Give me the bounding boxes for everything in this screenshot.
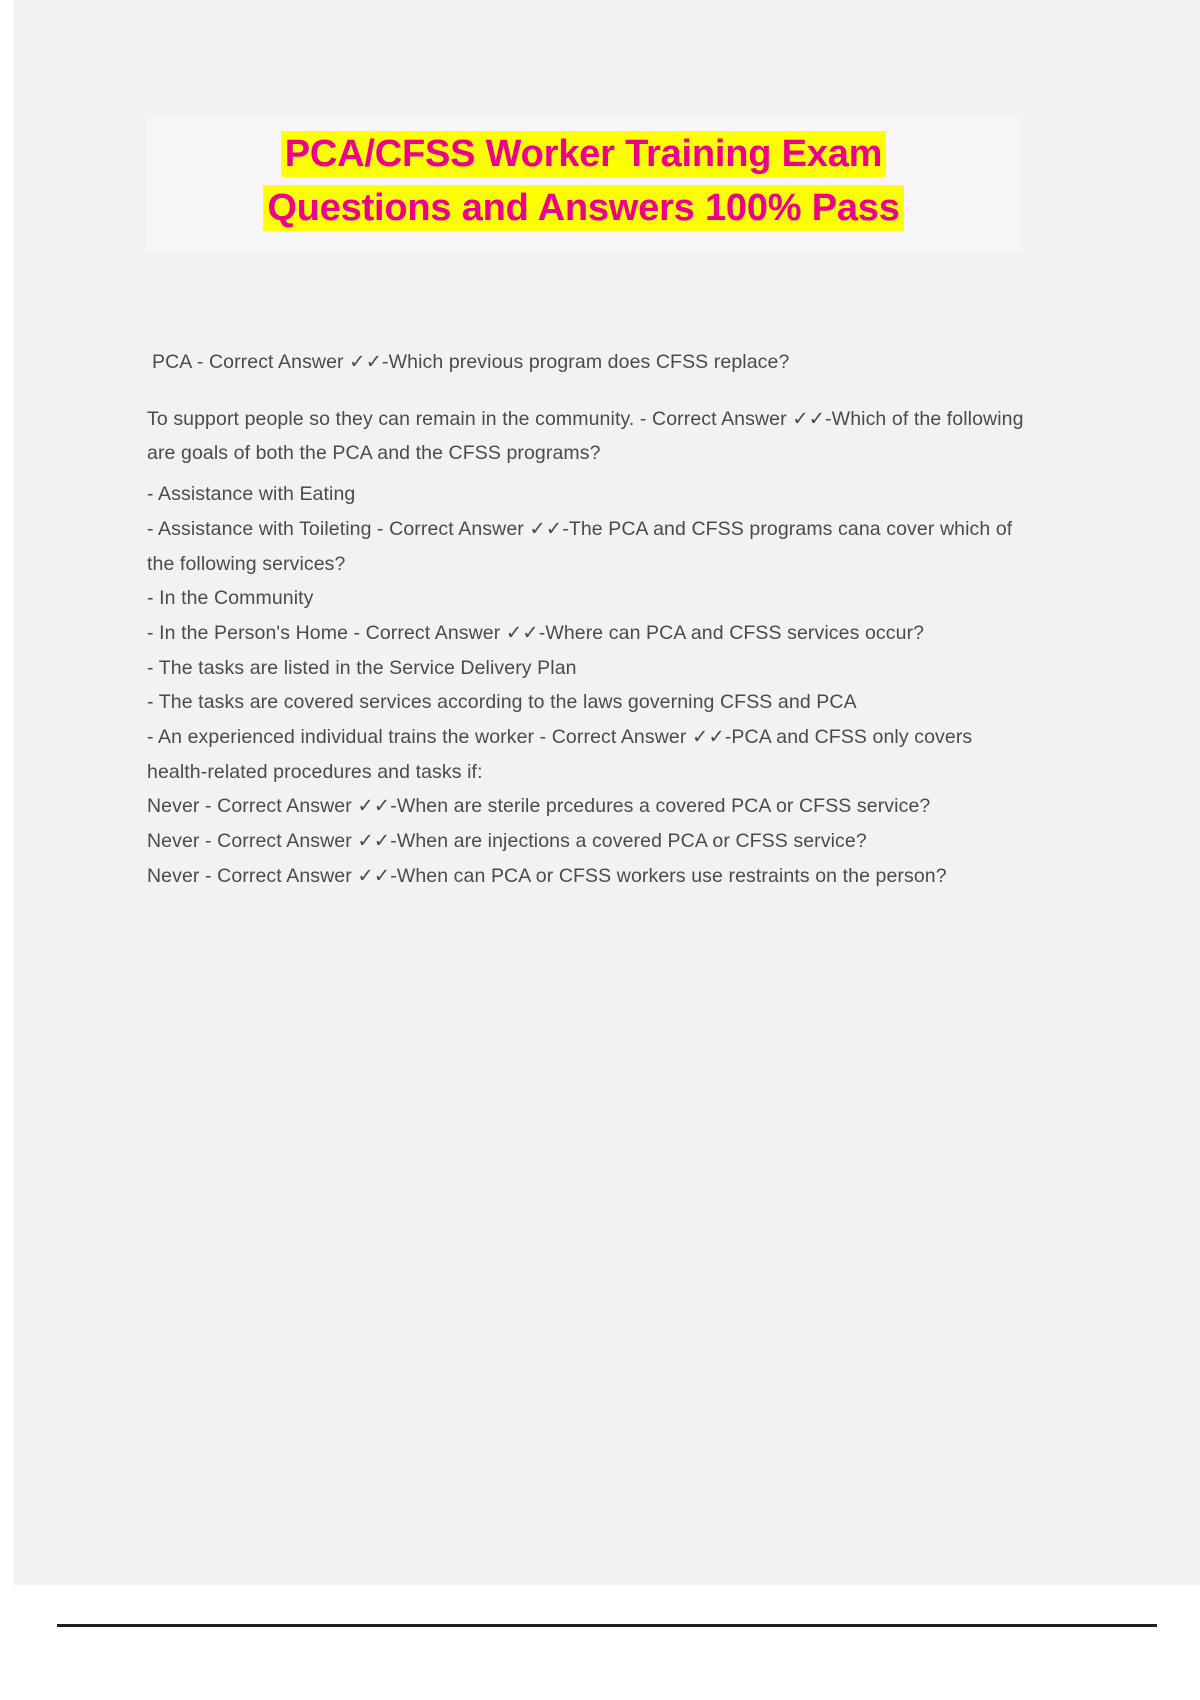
paragraph: Never - Correct Answer ✓✓-When can PCA or CFSS workers use restraints on the person? <box>147 864 947 887</box>
document-body <box>147 345 1027 894</box>
paragraph: PCA - Correct Answer ✓✓-Which previous program does CFSS replace? <box>152 351 790 373</box>
page-sheet <box>14 0 1200 1585</box>
footer-divider <box>57 1624 1157 1627</box>
title-line-1 <box>146 128 1021 182</box>
document-title <box>146 118 1021 252</box>
paragraph: Never - Correct Answer ✓✓-When are injections a covered PCA or CFSS service? <box>147 830 867 853</box>
paragraph: - Assistance with Toileting - Correct Answer ✓✓-The PCA and CFSS programs cana cover which of the following services? <box>147 517 1013 575</box>
paragraph: To support people so they can remain in the community. - Correct Answer ✓✓-Which of the following are goals of both the PCA and the CFSS programs? <box>147 407 1024 465</box>
title-line-1-text: PCA/CFSS Worker Training Exam <box>281 131 886 177</box>
paragraph: - Assistance with Eating <box>147 483 356 506</box>
paragraph: - The tasks are listed in the Service Delivery Plan <box>147 656 577 679</box>
paragraph: - The tasks are covered services according to the laws governing CFSS and PCA <box>147 691 857 714</box>
paragraph: - In the Community <box>147 587 314 610</box>
paragraph: - In the Person's Home - Correct Answer ✓✓-Where can PCA and CFSS services occur? <box>147 621 925 644</box>
paragraph: Never - Correct Answer ✓✓-When are sterile prcedures a covered PCA or CFSS service? <box>147 795 931 818</box>
title-line-2 <box>146 182 1021 236</box>
page-bottom-margin <box>0 1585 1200 1700</box>
paragraph: - An experienced individual trains the worker - Correct Answer ✓✓-PCA and CFSS only covers health-related procedures and tasks if: <box>147 726 973 783</box>
title-line-2-text: Questions and Answers 100% Pass <box>263 185 903 231</box>
